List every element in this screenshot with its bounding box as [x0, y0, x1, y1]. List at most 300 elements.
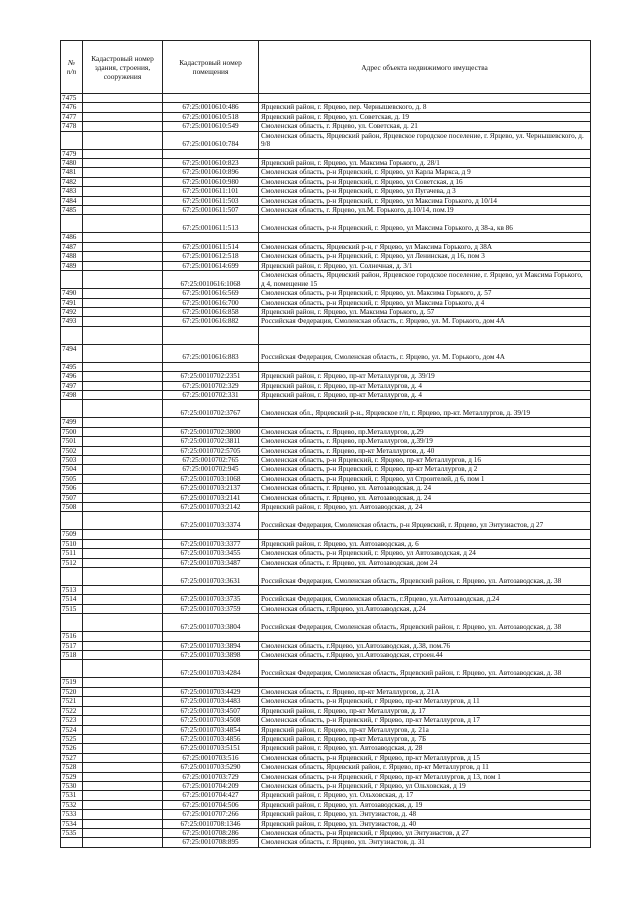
address-cell: Ярцевский район, г. Ярцево, ул. Солнечная, д. 3/1	[259, 261, 591, 270]
address-cell: Российская Федерация, Смоленская область, Ярцевский район, г. Ярцево, ул. Автозаводская, д. 38	[259, 568, 591, 586]
premise-cadastral-cell: 67:25:0010708:286	[163, 828, 259, 837]
building-cadastral-cell	[83, 149, 163, 158]
premise-cadastral-cell: 67:25:0010703:3898	[163, 651, 259, 660]
address-cell	[259, 149, 591, 158]
table-row	[61, 493, 591, 502]
premise-cadastral-cell: 67:25:0010612:518	[163, 252, 259, 261]
premise-cadastral-cell: 67:25:0010702:3767	[163, 400, 259, 418]
table-body	[61, 94, 591, 848]
premise-cadastral-cell: 67:25:0010704:209	[163, 781, 259, 790]
building-cadastral-cell	[83, 810, 163, 819]
address-cell: Смоленская обл., Ярцевский р-н., Ярцевское г/п, г. Ярцево, пр-кт. Металлургов, д. 39/19	[259, 400, 591, 418]
row-number: 7529	[61, 772, 83, 781]
address-cell: Смоленская область, Ярцевский р-н, г Ярцево, ул Максима Горького, д 38А	[259, 242, 591, 251]
building-cadastral-cell	[83, 791, 163, 800]
row-number: 7477	[61, 112, 83, 121]
address-cell: Смоленская область, Ярцевский район, Ярцевское городское поселение, г. Ярцево, ул. Чернышевского, д. 9/8	[259, 131, 591, 149]
address-cell: Смоленская область, р-н Ярцевский, г Ярцево, пр-кт Металлургов, д 17	[259, 716, 591, 725]
address-cell: Смоленская область, р-н Ярцевский, г. Ярцево, ул Советская, д 16	[259, 177, 591, 186]
building-cadastral-cell	[83, 800, 163, 809]
table-row	[61, 252, 591, 261]
address-cell: Ярцевский район, г. Ярцево, ул. Советская, д. 19	[259, 112, 591, 121]
premise-cadastral-cell: 67:25:0010702:3811	[163, 437, 259, 446]
building-cadastral-cell	[83, 233, 163, 242]
row-number: 7482	[61, 177, 83, 186]
row-number: 7475	[61, 94, 83, 103]
premise-cadastral-cell: 67:25:0010703:2137	[163, 484, 259, 493]
address-cell: Смоленская область, р-н Ярцевский, г Ярцево, пр-кт Металлургов, д 13, пом 1	[259, 772, 591, 781]
table-row	[61, 381, 591, 390]
table-row	[61, 828, 591, 837]
premise-cadastral-cell	[163, 149, 259, 158]
table-row	[61, 651, 591, 660]
address-cell	[259, 632, 591, 641]
row-number: 7524	[61, 725, 83, 734]
premise-cadastral-cell: 67:25:0010708:895	[163, 838, 259, 847]
row-number: 7533	[61, 810, 83, 819]
table-row	[61, 791, 591, 800]
header-address: Адрес объекта недвижимого имущества	[259, 41, 591, 94]
building-cadastral-cell	[83, 687, 163, 696]
premise-cadastral-cell: 67:25:0010704:506	[163, 800, 259, 809]
premise-cadastral-cell: 67:25:0010610:823	[163, 159, 259, 168]
building-cadastral-cell	[83, 372, 163, 381]
building-cadastral-cell	[83, 503, 163, 512]
table-row	[61, 400, 591, 418]
premise-cadastral-cell: 67:25:0010702:5705	[163, 446, 259, 455]
premise-cadastral-cell: 67:25:0010703:2141	[163, 493, 259, 502]
table-row	[61, 94, 591, 103]
premise-cadastral-cell: 67:25:0010703:3377	[163, 539, 259, 548]
table-row	[61, 772, 591, 781]
row-number: 7528	[61, 763, 83, 772]
building-cadastral-cell	[83, 446, 163, 455]
address-cell: Ярцевский район, г. Ярцево, пр-кт Металлургов, д. 7Б	[259, 734, 591, 743]
building-cadastral-cell	[83, 418, 163, 427]
row-number	[61, 131, 83, 149]
row-number: 7478	[61, 122, 83, 131]
premise-cadastral-cell: 67:25:0010708:1346	[163, 819, 259, 828]
row-number: 7503	[61, 455, 83, 464]
premise-cadastral-cell: 67:25:0010702:765	[163, 455, 259, 464]
table-row	[61, 159, 591, 168]
address-cell: Ярцевский район, г. Ярцево, ул. Энтузиастов, д. 48	[259, 810, 591, 819]
table-row	[61, 215, 591, 233]
row-number: 7518	[61, 651, 83, 660]
address-cell	[259, 530, 591, 539]
table-row	[61, 800, 591, 809]
row-number: 7489	[61, 261, 83, 270]
premise-cadastral-cell: 67:25:0010616:883	[163, 344, 259, 362]
table-row	[61, 586, 591, 595]
table-row	[61, 474, 591, 483]
premise-cadastral-cell	[163, 530, 259, 539]
building-cadastral-cell	[83, 819, 163, 828]
table-row	[61, 112, 591, 121]
building-cadastral-cell	[83, 317, 163, 326]
address-cell: Смоленская область, г. Ярцево, ул. Советская, д. 21	[259, 122, 591, 131]
row-number: 7515	[61, 604, 83, 613]
premise-cadastral-cell: 67:25:0010703:5290	[163, 763, 259, 772]
building-cadastral-cell	[83, 651, 163, 660]
building-cadastral-cell	[83, 586, 163, 595]
address-cell: Ярцевский район, г. Ярцево, ул. Максима Горького, д. 57	[259, 307, 591, 316]
address-cell: Смоленская область, р-н Ярцевский, г. Ярцево, ул Максима Горького, д 10/14	[259, 196, 591, 205]
premise-cadastral-cell	[163, 362, 259, 371]
premise-cadastral-cell: 67:25:0010616:858	[163, 307, 259, 316]
address-cell: Смоленская область, р-н Ярцевский, г Ярцево, ул Энтузиастов, д 27	[259, 828, 591, 837]
table-row	[61, 697, 591, 706]
table-row	[61, 539, 591, 548]
building-cadastral-cell	[83, 493, 163, 502]
row-number: 7479	[61, 149, 83, 158]
row-number: 7509	[61, 530, 83, 539]
address-cell: Смоленская область, г. Ярцево, ул. Автозаводская, д. 24	[259, 484, 591, 493]
table-row	[61, 595, 591, 604]
address-cell: Ярцевский район, г. Ярцево, ул. Автозаводская, д. 19	[259, 800, 591, 809]
address-cell: Ярцевский район, г. Ярцево, ул. Автозаводская, д. 28	[259, 744, 591, 753]
premise-cadastral-cell: 67:25:0010616:1068	[163, 271, 259, 289]
row-number: 7492	[61, 307, 83, 316]
address-cell: Смоленская область, г.Ярцево, ул.Автозаводская, строен.44	[259, 651, 591, 660]
building-cadastral-cell	[83, 549, 163, 558]
table-row	[61, 390, 591, 399]
row-number: 7499	[61, 418, 83, 427]
table-row	[61, 781, 591, 790]
table-row	[61, 549, 591, 558]
address-cell: Смоленская область, р-н Ярцевский, г. Ярцево, пр-кт Металлургов, д 2	[259, 465, 591, 474]
building-cadastral-cell	[83, 344, 163, 362]
row-number: 7502	[61, 446, 83, 455]
address-cell: Смоленская область, г. Ярцево, ул. Автозаводская, д. 24	[259, 493, 591, 502]
premise-cadastral-cell: 67:25:0010703:729	[163, 772, 259, 781]
table-row	[61, 122, 591, 131]
address-cell: Смоленская область, р-н Ярцевский, г. Ярцево, ул Максима Горького, д 38-а, кв 86	[259, 215, 591, 233]
row-number: 7490	[61, 289, 83, 298]
address-cell: Российская Федерация, Смоленская область, г.Ярцево, ул.Автозаводская, д.24	[259, 595, 591, 604]
building-cadastral-cell	[83, 697, 163, 706]
building-cadastral-cell	[83, 512, 163, 530]
address-cell	[259, 362, 591, 371]
table-row	[61, 716, 591, 725]
table-row	[61, 614, 591, 632]
row-number: 7526	[61, 744, 83, 753]
premise-cadastral-cell: 67:25:0010703:3804	[163, 614, 259, 632]
premise-cadastral-cell: 67:25:0010703:3374	[163, 512, 259, 530]
building-cadastral-cell	[83, 252, 163, 261]
premise-cadastral-cell: 67:25:0010610:518	[163, 112, 259, 121]
building-cadastral-cell	[83, 400, 163, 418]
table-row	[61, 149, 591, 158]
premise-cadastral-cell: 67:25:0010703:4508	[163, 716, 259, 725]
address-cell	[259, 586, 591, 595]
premise-cadastral-cell: 67:25:0010616:700	[163, 298, 259, 307]
building-cadastral-cell	[83, 641, 163, 650]
row-number: 7484	[61, 196, 83, 205]
row-number: 7512	[61, 558, 83, 567]
address-cell: Ярцевский район, г. Ярцево, ул. Автозаводская, д. 6	[259, 539, 591, 548]
address-cell: Смоленская область, г. Ярцево, пр-кт Металлургов, д. 21А	[259, 687, 591, 696]
row-number: 7498	[61, 390, 83, 399]
table-row	[61, 437, 591, 446]
table-row	[61, 103, 591, 112]
building-cadastral-cell	[83, 159, 163, 168]
building-cadastral-cell	[83, 381, 163, 390]
building-cadastral-cell	[83, 437, 163, 446]
premise-cadastral-cell	[163, 586, 259, 595]
premise-cadastral-cell	[163, 632, 259, 641]
premise-cadastral-cell: 67:25:0010703:3487	[163, 558, 259, 567]
building-cadastral-cell	[83, 261, 163, 270]
building-cadastral-cell	[83, 187, 163, 196]
address-cell	[259, 94, 591, 103]
premise-cadastral-cell	[163, 418, 259, 427]
building-cadastral-cell	[83, 734, 163, 743]
address-cell: Смоленская область, г. Ярцево, пр.Металлургов, д.39/19	[259, 437, 591, 446]
premise-cadastral-cell: 67:25:0010616:569	[163, 289, 259, 298]
building-cadastral-cell	[83, 530, 163, 539]
table-row	[61, 418, 591, 427]
address-cell: Смоленская область, Ярцевский район, Ярцевское городское поселение, г. Ярцево, ул Максима Горького, д 4, помещение 15	[259, 271, 591, 289]
row-number: 7485	[61, 206, 83, 215]
building-cadastral-cell	[83, 474, 163, 483]
premise-cadastral-cell: 67:25:0010702:2351	[163, 372, 259, 381]
premise-cadastral-cell: 67:25:0010611:507	[163, 206, 259, 215]
row-number: 7527	[61, 753, 83, 762]
building-cadastral-cell	[83, 206, 163, 215]
address-cell: Смоленская область, р-н Ярцевский, г. Ярцево, ул Ленинская, д 16, пом 3	[259, 252, 591, 261]
row-number	[61, 215, 83, 233]
building-cadastral-cell	[83, 632, 163, 641]
address-cell: Ярцевский район, г. Ярцево, пер. Чернышевского, д. 8	[259, 103, 591, 112]
row-number	[61, 326, 83, 344]
row-number	[61, 271, 83, 289]
table-row	[61, 168, 591, 177]
building-cadastral-cell	[83, 427, 163, 436]
premise-cadastral-cell: 67:25:0010702:329	[163, 381, 259, 390]
premise-cadastral-cell: 67:25:0010703:4507	[163, 706, 259, 715]
row-number: 7520	[61, 687, 83, 696]
address-cell: Российская Федерация, Смоленская область, г. Ярцево, ул. М. Горького, дом 4А	[259, 317, 591, 326]
address-cell: Смоленская область, г. Ярцево, ул. Автозаводская, дом 24	[259, 558, 591, 567]
row-number	[61, 568, 83, 586]
address-cell: Смоленская область, г.Ярцево, ул.Автозаводская, д.24	[259, 604, 591, 613]
premise-cadastral-cell: 67:25:0010703:2142	[163, 503, 259, 512]
premise-cadastral-cell: 67:25:0010703:4854	[163, 725, 259, 734]
row-number: 7476	[61, 103, 83, 112]
table-row	[61, 604, 591, 613]
building-cadastral-cell	[83, 465, 163, 474]
table-row	[61, 326, 591, 344]
building-cadastral-cell	[83, 660, 163, 678]
table-row	[61, 242, 591, 251]
address-cell: Смоленская область, г.Ярцево, ул.Автозаводская, д.38, пом.76	[259, 641, 591, 650]
table-row	[61, 317, 591, 326]
address-cell: Смоленская область, р-н Ярцевский, г. Ярцево, ул Максима Горького, д 4	[259, 298, 591, 307]
document-page	[60, 40, 590, 848]
address-cell	[259, 326, 591, 344]
premise-cadastral-cell: 67:25:0010703:4483	[163, 697, 259, 706]
premise-cadastral-cell: 67:25:0010702:3800	[163, 427, 259, 436]
premise-cadastral-cell: 67:25:0010702:331	[163, 390, 259, 399]
premise-cadastral-cell: 67:25:0010703:1068	[163, 474, 259, 483]
row-number: 7530	[61, 781, 83, 790]
address-cell	[259, 233, 591, 242]
row-number	[61, 660, 83, 678]
table-row	[61, 744, 591, 753]
address-cell	[259, 678, 591, 687]
row-number: 7501	[61, 437, 83, 446]
building-cadastral-cell	[83, 706, 163, 715]
row-number: 7483	[61, 187, 83, 196]
table-row	[61, 706, 591, 715]
table-row	[61, 362, 591, 371]
address-cell: Смоленская область, р-н Ярцевский, г. Ярцево, ул Строителей, д 6, пом 1	[259, 474, 591, 483]
building-cadastral-cell	[83, 781, 163, 790]
table-row	[61, 289, 591, 298]
row-number	[61, 400, 83, 418]
row-number: 7517	[61, 641, 83, 650]
address-cell: Смоленская область, р-н Ярцевский, г. Ярцево, ул. Максима Горького, д. 57	[259, 289, 591, 298]
premise-cadastral-cell: 67:25:0010614:699	[163, 261, 259, 270]
premise-cadastral-cell: 67:25:0010703:4284	[163, 660, 259, 678]
row-number: 7535	[61, 828, 83, 837]
building-cadastral-cell	[83, 131, 163, 149]
table-row	[61, 819, 591, 828]
premise-cadastral-cell: 67:25:0010703:3894	[163, 641, 259, 650]
table-row	[61, 427, 591, 436]
table-row	[61, 753, 591, 762]
table-row	[61, 177, 591, 186]
row-number	[61, 512, 83, 530]
address-cell: Российская Федерация, Смоленская область, Ярцевский район, г. Ярцево, ул. Автозаводская, д. 38	[259, 614, 591, 632]
address-cell: Ярцевский район, г. Ярцево, пр-кт Металлургов, д. 21а	[259, 725, 591, 734]
premise-cadastral-cell: 67:25:0010703:5151	[163, 744, 259, 753]
building-cadastral-cell	[83, 242, 163, 251]
premise-cadastral-cell: 67:25:0010703:3735	[163, 595, 259, 604]
premise-cadastral-cell: 67:25:0010611:101	[163, 187, 259, 196]
building-cadastral-cell	[83, 362, 163, 371]
table-row	[61, 344, 591, 362]
table-row	[61, 568, 591, 586]
building-cadastral-cell	[83, 568, 163, 586]
building-cadastral-cell	[83, 112, 163, 121]
table-row	[61, 271, 591, 289]
table-row	[61, 660, 591, 678]
table-row	[61, 187, 591, 196]
address-cell: Российская Федерация, Смоленская область, р-н Ярцевский, г. Ярцево, ул Энтузиастов, д 27	[259, 512, 591, 530]
row-number: 7522	[61, 706, 83, 715]
building-cadastral-cell	[83, 271, 163, 289]
address-cell: Российская Федерация, Смоленская область, Ярцевский район, г. Ярцево, ул. Автозаводская, д. 38	[259, 660, 591, 678]
table-row	[61, 810, 591, 819]
row-number: 7531	[61, 791, 83, 800]
building-cadastral-cell	[83, 595, 163, 604]
table-row	[61, 455, 591, 464]
row-number: 7505	[61, 474, 83, 483]
table-row	[61, 372, 591, 381]
building-cadastral-cell	[83, 177, 163, 186]
table-row	[61, 678, 591, 687]
header-number: № п/п	[61, 41, 83, 94]
row-number: 7481	[61, 168, 83, 177]
row-number	[61, 838, 83, 847]
address-cell: Ярцевский район, г. Ярцево, пр-кт Металлургов, д. 17	[259, 706, 591, 715]
premise-cadastral-cell: 67:25:0010703:3631	[163, 568, 259, 586]
premise-cadastral-cell: 67:25:0010610:549	[163, 122, 259, 131]
row-number: 7508	[61, 503, 83, 512]
building-cadastral-cell	[83, 604, 163, 613]
building-cadastral-cell	[83, 390, 163, 399]
address-cell: Смоленская область, Ярцевский район, г. Ярцево, пр-кт Металлургов, д 11	[259, 763, 591, 772]
premise-cadastral-cell: 67:25:0010611:514	[163, 242, 259, 251]
table-row	[61, 206, 591, 215]
premise-cadastral-cell: 67:25:0010611:513	[163, 215, 259, 233]
building-cadastral-cell	[83, 215, 163, 233]
address-cell: Смоленская область, г. Ярцево, ул.М. Горького, д.10/14, пом.19	[259, 206, 591, 215]
row-number: 7495	[61, 362, 83, 371]
row-number: 7523	[61, 716, 83, 725]
building-cadastral-cell	[83, 744, 163, 753]
table-row	[61, 307, 591, 316]
premise-cadastral-cell: 67:25:0010704:427	[163, 791, 259, 800]
building-cadastral-cell	[83, 103, 163, 112]
table-row	[61, 131, 591, 149]
building-cadastral-cell	[83, 725, 163, 734]
table-row	[61, 763, 591, 772]
building-cadastral-cell	[83, 753, 163, 762]
premise-cadastral-cell: 67:25:0010610:486	[163, 103, 259, 112]
premise-cadastral-cell: 67:25:0010703:3455	[163, 549, 259, 558]
table-row	[61, 233, 591, 242]
premise-cadastral-cell: 67:25:0010616:882	[163, 317, 259, 326]
row-number: 7486	[61, 233, 83, 242]
premise-cadastral-cell: 67:25:0010610:784	[163, 131, 259, 149]
address-cell: Смоленская область, р-н Ярцевский, г. Ярцево, ул Автозаводская, д 24	[259, 549, 591, 558]
building-cadastral-cell	[83, 298, 163, 307]
table-row	[61, 298, 591, 307]
row-number: 7480	[61, 159, 83, 168]
table-row	[61, 725, 591, 734]
row-number: 7494	[61, 344, 83, 362]
address-cell: Смоленская область, р-н Ярцевский, г. Ярцево, ул Пугачева, д 3	[259, 187, 591, 196]
building-cadastral-cell	[83, 678, 163, 687]
row-number: 7513	[61, 586, 83, 595]
property-table	[60, 40, 591, 848]
table-row	[61, 632, 591, 641]
building-cadastral-cell	[83, 168, 163, 177]
row-number: 7514	[61, 595, 83, 604]
premise-cadastral-cell: 67:25:0010610:896	[163, 168, 259, 177]
table-header-row	[61, 41, 591, 94]
building-cadastral-cell	[83, 122, 163, 131]
header-building-cadastral: Кадастровый номер здания, строения, сооружения	[83, 41, 163, 94]
premise-cadastral-cell: 67:25:0010611:503	[163, 196, 259, 205]
building-cadastral-cell	[83, 484, 163, 493]
row-number: 7504	[61, 465, 83, 474]
row-number: 7507	[61, 493, 83, 502]
building-cadastral-cell	[83, 763, 163, 772]
address-cell: Смоленская область, р-н Ярцевский, г Ярцево, ул Ольховская, д 19	[259, 781, 591, 790]
row-number: 7521	[61, 697, 83, 706]
row-number: 7491	[61, 298, 83, 307]
address-cell: Ярцевский район, г. Ярцево, пр-кт Металлургов, д. 4	[259, 390, 591, 399]
row-number: 7497	[61, 381, 83, 390]
address-cell: Ярцевский район, г. Ярцево, ул. Ольховская, д. 17	[259, 791, 591, 800]
table-row	[61, 734, 591, 743]
row-number: 7488	[61, 252, 83, 261]
building-cadastral-cell	[83, 455, 163, 464]
